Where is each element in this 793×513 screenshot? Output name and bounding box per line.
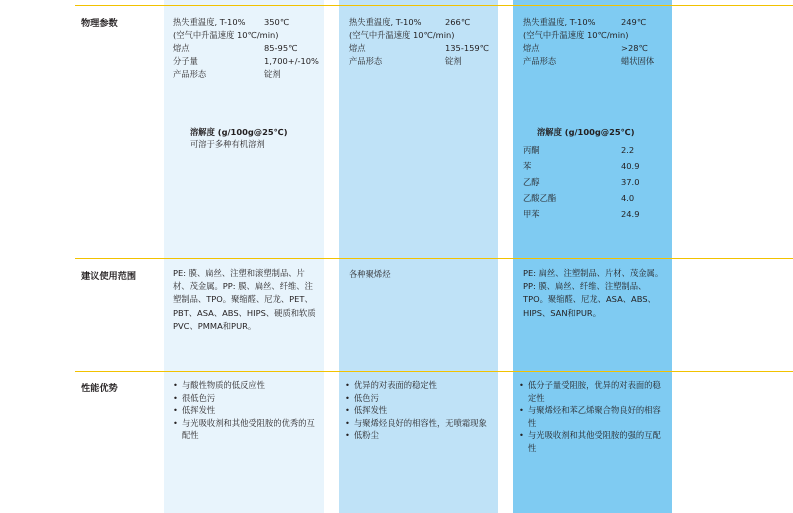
solubility-value: 40.9 [621,161,640,171]
list-item: • 低挥发性 [173,404,318,417]
list-item: • 低挥发性 [345,404,493,417]
prop-key: 热失重温度, T-10% [523,17,596,27]
col3-application: PE: 扁丝、注塑制品、片材、茂金属。PP: 膜、扁丝、纤维、注塑制品、TPO。聚缩醛、尼龙、ASA、ABS、HIPS、SAN和PUR。 [523,268,664,318]
prop-value: 锭剂 [264,69,281,79]
solvent-name: 甲苯 [523,209,540,219]
prop-key: (空气中升温速度 10℃/min) [349,30,455,40]
col1-solubility-note: 可溶于多种有机溶剂 [190,139,265,149]
prop-key: 热失重温度, T-10% [173,17,246,27]
prop-value: 266℃ [445,17,471,27]
col1-application: PE: 膜、扁丝、注塑和滚塑制品、片材、茂金属。PP: 膜、扁丝、纤维、注塑制品、TPO。聚缩醛、尼龙、PET、PBT、ASA、ABS、HIPS、硬质和软质PVC、PMMA和PUR。 [173,268,316,331]
row-label-advantages: 性能优势 [81,383,118,394]
col1-solubility-title: 溶解度 (g/100g@25℃) [190,127,288,137]
prop-value: 1,700+/-10% [264,56,319,66]
prop-key: 产品形态 [173,69,207,79]
prop-value: 135-159℃ [445,43,489,53]
solubility-value: 37.0 [621,177,640,187]
list-item: • 与酸性物质的低反应性 [173,379,318,392]
prop-key: 熔点 [349,43,366,53]
row-divider-application [75,258,793,259]
prop-value: 249℃ [621,17,647,27]
list-item: • 低色污 [345,392,493,405]
prop-key: 热失重温度, T-10% [349,17,422,27]
prop-value: >28℃ [621,43,648,53]
row-divider-advantages [75,371,793,372]
prop-key: (空气中升温速度 10℃/min) [523,30,629,40]
prop-key: (空气中升温速度 10℃/min) [173,30,279,40]
col3-solubility-title: 溶解度 (g/100g@25℃) [537,127,635,137]
list-item: • 与聚烯烃良好的相容性，无喷霜现象 [345,417,493,430]
solubility-value: 4.0 [621,193,635,203]
prop-key: 分子量 [173,56,198,66]
list-item: • 低粉尘 [345,429,493,442]
row-label-application: 建议使用范围 [81,271,137,282]
solvent-name: 苯 [523,161,532,171]
prop-key: 产品形态 [523,56,557,66]
row-divider-top [75,5,793,6]
prop-value: 锭剂 [445,56,462,66]
prop-key: 产品形态 [349,56,383,66]
list-item: • 与光吸收剂和其他受阻胺的强的互配性 [519,429,667,454]
prop-key: 熔点 [173,43,190,53]
solubility-value: 24.9 [621,209,640,219]
col2-application: 各种聚烯烃 [349,269,391,279]
prop-value: 350℃ [264,17,290,27]
row-label-physical: 物理参数 [81,18,118,29]
col3-advantages-list [519,379,667,454]
col2-advantages-list [345,379,493,442]
prop-key: 熔点 [523,43,540,53]
list-item: • 低分子量受阻胺，优异的对表面的稳定性 [519,379,667,404]
prop-value: 蜡状固体 [621,56,655,66]
prop-value: 85-95℃ [264,43,298,53]
list-item: • 很低色污 [173,392,318,405]
list-item: • 与聚烯烃和苯乙烯聚合物良好的相容性 [519,404,667,429]
solubility-value: 2.2 [621,145,635,155]
list-item: • 与光吸收剂和其他受阻胺的优秀的互配性 [173,417,318,442]
solvent-name: 丙酮 [523,145,540,155]
col1-advantages-list [173,379,318,442]
solvent-name: 乙酸乙酯 [523,193,557,203]
list-item: • 优异的对表面的稳定性 [345,379,493,392]
solvent-name: 乙醇 [523,177,540,187]
